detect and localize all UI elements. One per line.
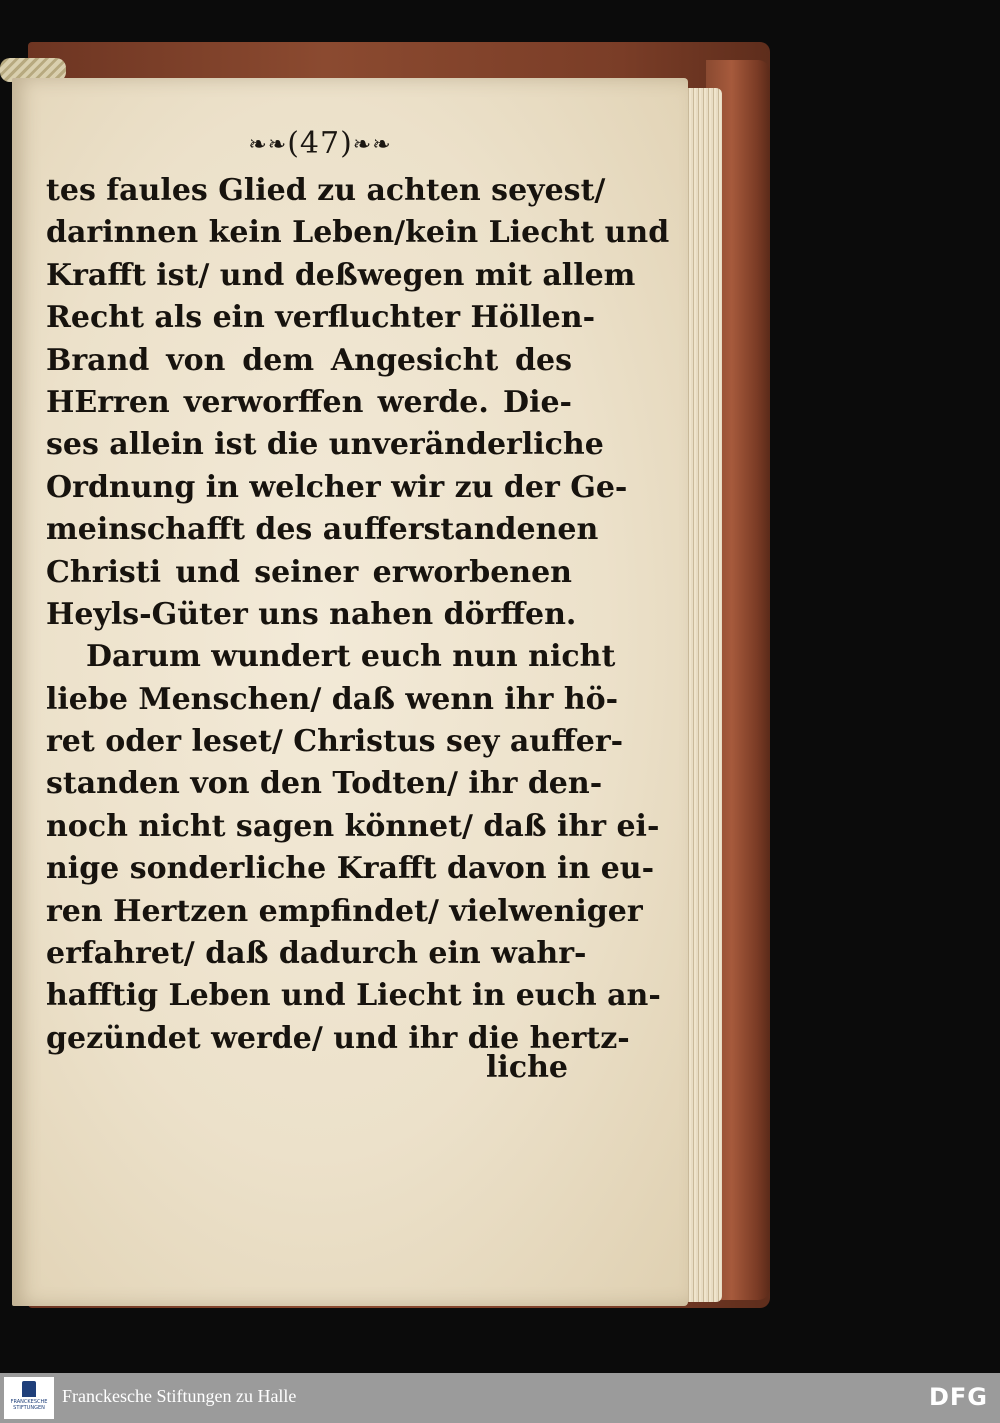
logo-text: FRANCKESCHE STIFTUNGEN [10,1399,48,1411]
text-line: noch nicht sagen könnet/ daß ihr ei- [46,808,660,844]
text-line: Darum wundert euch nun nicht [86,639,616,675]
text-line: hafftig Leben und Liecht in euch an- [46,978,661,1014]
dfg-logo[interactable]: DFG [928,1383,988,1411]
text-line: Ordnung in welcher wir zu der Ge- [46,469,628,505]
text-line: Heyls-Güter uns nahen dörffen. [46,596,577,632]
text-line: gezündet werde/ und ihr die hertz- [46,1020,630,1056]
text-line: meinschafft des aufferstandenen [46,512,599,548]
text-line: Krafft ist/ und deßwegen mit allem [46,257,636,293]
text-line: darinnen kein Leben/kein Liecht und [46,215,670,251]
body-text [46,170,670,1060]
footer-bar [0,1373,1000,1423]
text-line: Brand von dem Angesicht des [46,342,572,378]
text-line: nige sonderliche Krafft davon in eu- [46,851,655,887]
text-line: liebe Menschen/ daß wenn ihr hö- [46,681,619,717]
footer-title[interactable]: Franckesche Stiftungen zu Halle [62,1386,297,1406]
text-line: standen von den Todten/ ihr den- [46,766,603,802]
building-icon [22,1381,36,1397]
francke-logo[interactable] [4,1377,54,1419]
text-line: tes faules Glied zu achten seyest/ [46,173,606,208]
text-line: ret oder leset/ Christus sey auffer- [46,724,624,760]
text-line: ren Hertzen empfindet/ vielweniger [46,893,643,929]
ornament-left-icon: ❧❧ [248,132,288,158]
ornament-right-icon: ❧❧ [352,132,392,158]
text-line: ses allein ist die unveränderliche [46,427,604,463]
text-line: HErren verworffen werde. Die- [46,384,572,420]
text-line: Christi und seiner erworbenen [46,554,572,590]
text-line: erfahret/ daß dadurch ein wahr- [46,936,587,972]
page-number: (47) [287,126,353,161]
catchword: liche [486,1050,568,1085]
page-number-header [220,126,420,170]
text-line: Recht als ein verfluchter Höllen- [46,300,596,336]
